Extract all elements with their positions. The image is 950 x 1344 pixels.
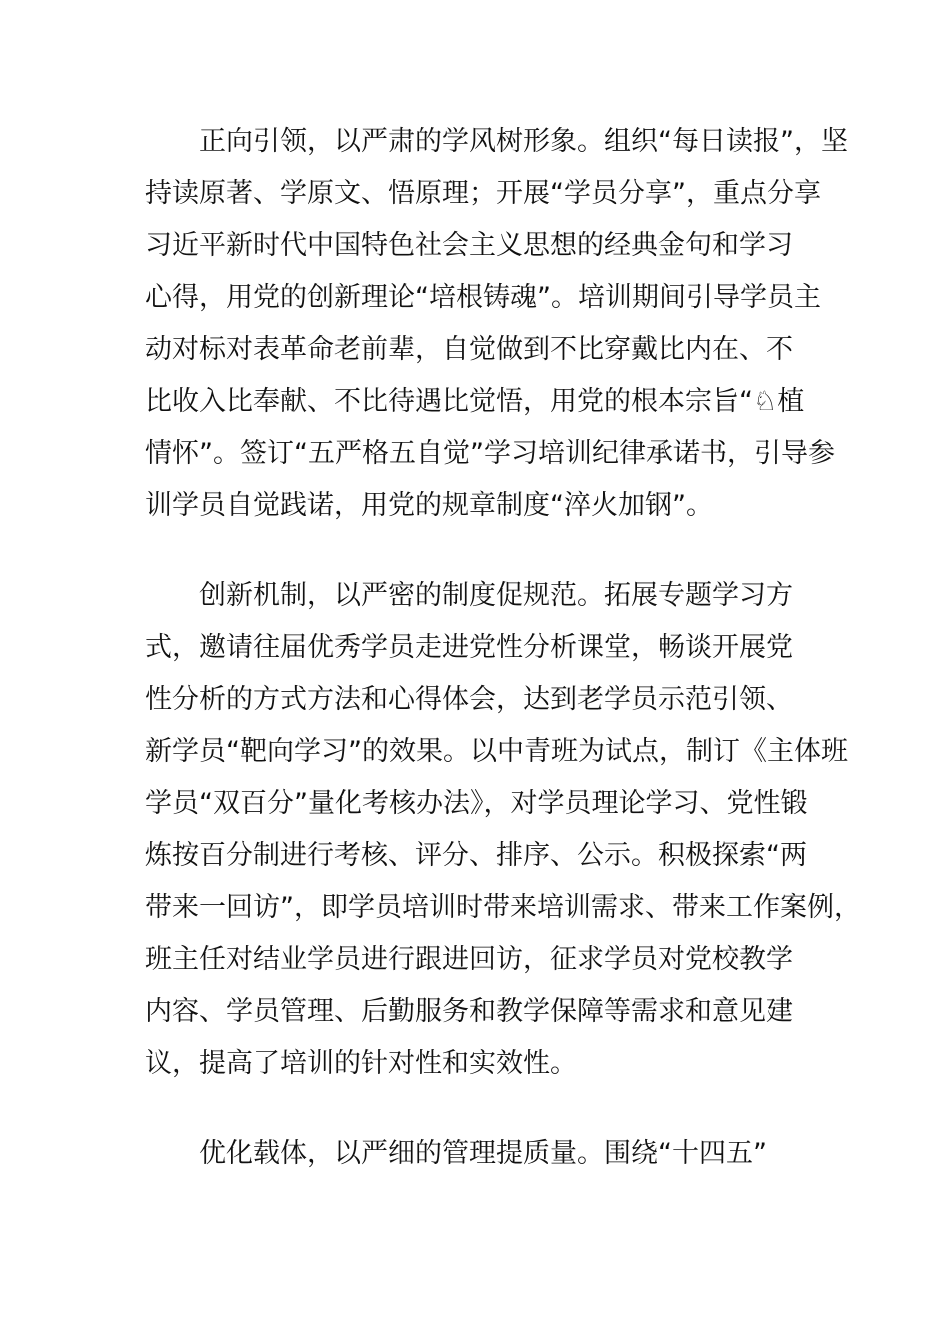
text-line: 班主任对结业学员进行跟进回访，征求学员对党校教学 [145, 944, 793, 975]
text-line: 优化载体，以严细的管理提质量。围绕“十四五” [199, 1138, 767, 1169]
text-line: 正向引领，以严肃的学风树形象。组织“每日读报”，坚 [199, 126, 848, 157]
text-line: 心得，用党的创新理论“培根铸魂”。培训期间引导学员主 [145, 282, 821, 313]
text-line: 创新机制，以严密的制度促规范。拓展专题学习方 [199, 580, 793, 611]
paragraph-2 [145, 570, 861, 1090]
text-line: 学员“双百分”量化考核办法》，对学员理论学习、党性锻 [145, 788, 808, 819]
text-line: 式，邀请往届优秀学员走进党性分析课堂，畅谈开展党 [145, 632, 793, 663]
text-line: 炼按百分制进行考核、评分、排序、公示。积极探索“两 [145, 840, 807, 871]
text-line: 议，提高了培训的针对性和实效性。 [145, 1048, 577, 1079]
text-line: 习近平新时代中国特色社会主义思想的经典金句和学习 [145, 230, 793, 261]
text-line: 比收入比奉献、不比待遇比觉悟，用党的根本宗旨“♘植 [145, 386, 805, 417]
text-line: 训学员自觉践诺，用党的规章制度“淬火加钢”。 [145, 490, 713, 521]
text-line: 新学员“靶向学习”的效果。以中青班为试点，制订《主体班 [145, 736, 848, 767]
text-line: 情怀”。签订“五严格五自觉”学习培训纪律承诺书，引导参 [145, 438, 835, 469]
text-line: 性分析的方式方法和心得体会，达到老学员示范引领、 [145, 684, 793, 715]
paragraph-1 [145, 116, 848, 532]
text-line: 动对标对表革命老前辈，自觉做到不比穿戴比内在、不 [145, 334, 793, 365]
text-line: 持读原著、学原文、悟原理；开展“学员分享”，重点分享 [145, 178, 821, 209]
paragraph-3 [145, 1128, 825, 1180]
text-line: 带来一回访”，即学员培训时带来培训需求、带来工作案例， [145, 892, 861, 923]
text-line: 内容、学员管理、后勤服务和教学保障等需求和意见建 [145, 996, 793, 1027]
